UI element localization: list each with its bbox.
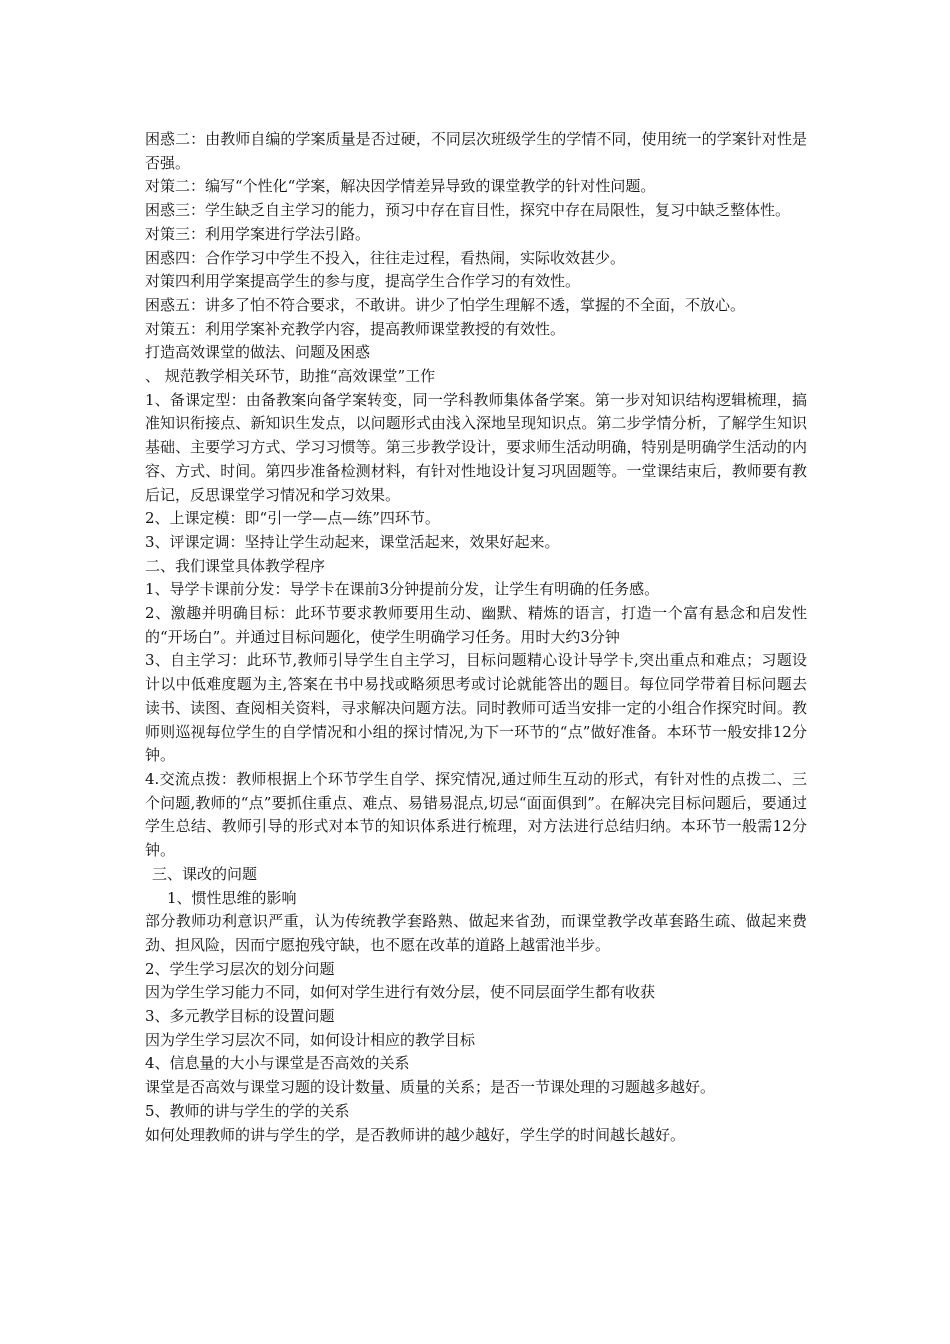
paragraph: 3、自主学习：此环节,教师引导学生自主学习，目标问题精心设计导学卡,突出重点和难点；习题设计以中低难度题为主,答案在书中易找或略须思考或讨论就能答出的题目。每位同学带着目标问题去读书、读图、查阅相关资料，寻求解决问题方法。同时教师可适当安排一定的小组合作探究时间。教师则巡视每位学生的自学情况和小组的探讨情况,为下一环节的“点”做好准备。本环节一般安排12分钟。 <box>145 651 807 765</box>
paragraph: 对策三：利用学案进行学法引路。 <box>145 224 371 243</box>
paragraph: 三、课改的问题 <box>152 864 258 883</box>
paragraph: 对策二：编写“个性化“学案，解决因学情差异导致的课堂教学的针对性问题。 <box>145 177 656 196</box>
paragraph: 因为学生学习层次不同，如何设计相应的教学目标 <box>145 1030 476 1049</box>
paragraph: 因为学生学习能力不同，如何对学生进行有效分层，使不同层面学生都有收获 <box>145 983 656 1002</box>
paragraph: 对策五：利用学案补充教学内容，提高教师课堂教授的有效性。 <box>145 319 566 338</box>
paragraph: 课堂是否高效与课堂习题的设计数量、质量的关系；是否一节课处理的习题越多越好。 <box>145 1078 716 1097</box>
paragraph: 4、信息量的大小与课堂是否高效的关系 <box>145 1054 410 1073</box>
document-body <box>145 128 807 1147</box>
paragraph: 1、导学卡课前分发：导学卡在课前3分钟提前分发，让学生有明确的任务感。 <box>145 580 660 599</box>
paragraph: 2、学生学习层次的划分问题 <box>145 959 335 978</box>
paragraph: 困惑三：学生缺乏自主学习的能力，预习中存在盲目性，探究中存在局限性，复习中缺乏整体性。 <box>145 201 791 220</box>
paragraph: 对策四利用学案提高学生的参与度，提高学生合作学习的有效性。 <box>145 272 581 291</box>
paragraph: 2、激趣并明确目标：此环节要求教师要用生动、幽默、精炼的语言，打造一个富有悬念和启发性的“开场白”。并通过目标问题化，使学生明确学习任务。用时大约3分钟 <box>145 604 807 646</box>
paragraph: 2、上课定模：即“引一学—点—练”四环节。 <box>145 509 440 528</box>
paragraph: 如何处理教师的讲与学生的学，是否教师讲的越少越好，学生学的时间越长越好。 <box>145 1125 686 1144</box>
paragraph: 、 规范教学相关环节，助推“高效课堂”工作 <box>145 367 436 386</box>
paragraph: 3、评课定调：坚持让学生动起来，课堂活起来，效果好起来。 <box>145 532 560 551</box>
paragraph: 1、惯性思维的影响 <box>167 888 297 907</box>
paragraph: 困惑四：合作学习中学生不投入，往往走过程，看热闹，实际收效甚少。 <box>145 248 626 267</box>
paragraph: 部分教师功利意识严重，认为传统教学套路熟、做起来省劲，而课堂教学改革套路生疏、做起来费劲、担风险，因而宁愿抱残守缺，也不愿在改革的道路上越雷池半步。 <box>145 912 807 954</box>
paragraph: 3、多元教学目标的设置问题 <box>145 1007 335 1026</box>
paragraph: 二、我们课堂具体教学程序 <box>145 556 326 575</box>
paragraph: 困惑五：讲多了怕不符合要求，不敢讲。讲少了怕学生理解不透，掌握的不全面，不放心。 <box>145 295 746 314</box>
paragraph: 困惑二：由教师自编的学案质量是否过硬，不同层次班级学生的学情不同，使用统一的学案针对性是否强。 <box>145 130 807 172</box>
paragraph: 5、教师的讲与学生的学的关系 <box>145 1101 350 1120</box>
paragraph: 4.交流点拨：教师根据上个环节学生自学、探究情况,通过师生互动的形式，有针对性的点拨二、三个问题,教师的“点”要抓住重点、难点、易错易混点,切忌“面面俱到”。在解决完目标问题后，要通过学生总结、教师引导的形式对本节的知识体系进行梳理，对方法进行总结归纳。本环节一般需12分钟。 <box>145 769 807 860</box>
paragraph: 打造高效课堂的做法、问题及困惑 <box>145 343 371 362</box>
paragraph: 1、备课定型：由备教案向备学案转变，同一学科教师集体备学案。第一步对知识结构逻辑梳理，搞准知识衔接点、新知识生发点，以问题形式由浅入深地呈现知识点。第二步学情分析，了解学生知识基础、主要学习方式、学习习惯等。第三步教学设计，要求师生活动明确，特别是明确学生活动的内容、方式、时间。第四步准备检测材料，有针对性地设计复习巩固题等。一堂课结束后，教师要有教后记，反思课堂学习情况和学习效果。 <box>145 390 807 504</box>
